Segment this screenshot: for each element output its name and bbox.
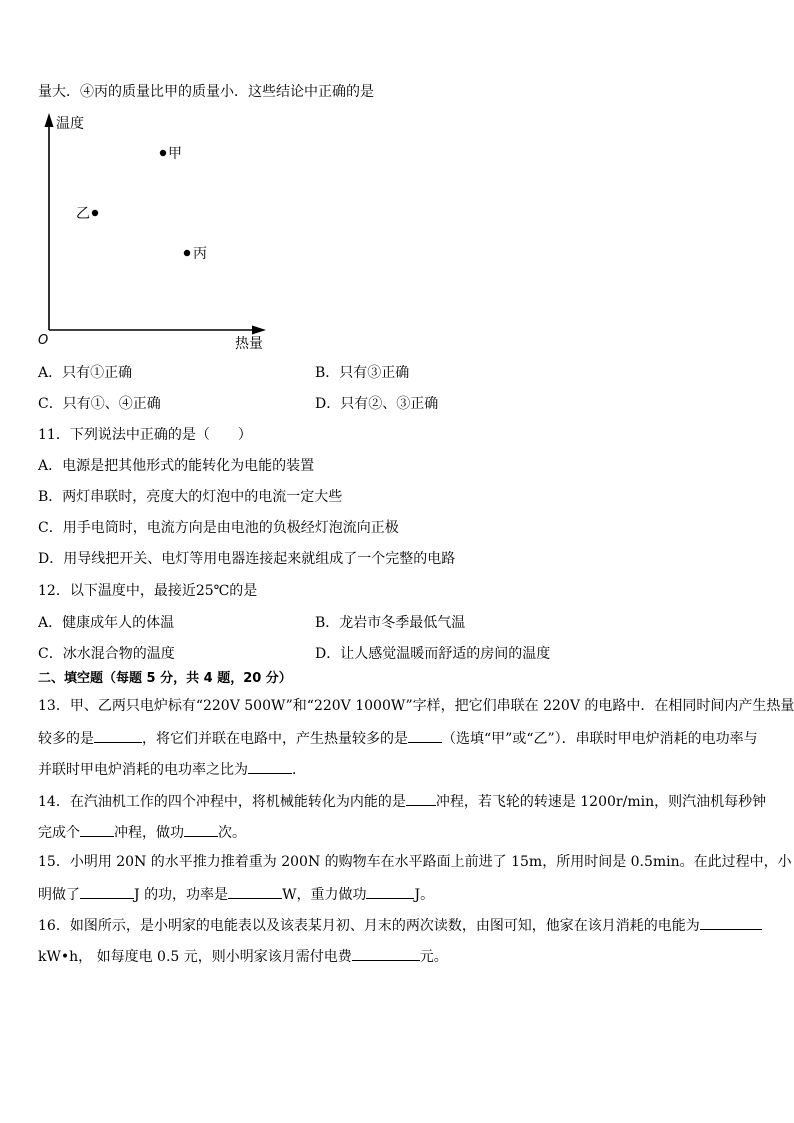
q13-text-e: ． bbox=[292, 762, 306, 778]
q13-line-3 bbox=[38, 759, 306, 779]
x-axis-label: 热量 bbox=[235, 336, 263, 352]
q12-option-b: B．龙岩市冬季最低气温 bbox=[315, 615, 466, 631]
q15-text-b: J 的功，功率是 bbox=[134, 887, 229, 903]
q14-line-2 bbox=[38, 822, 246, 842]
q13-text-a: 较多的是 bbox=[38, 731, 94, 747]
q13-text-d: 并联时甲电炉消耗的电功率之比为 bbox=[38, 762, 248, 778]
q11-option-a: A．电源是把其他形式的能转化为电能的装置 bbox=[38, 458, 315, 474]
q15-text-d: J。 bbox=[414, 887, 435, 903]
q10-option-a: A．只有①正确 bbox=[38, 365, 133, 381]
origin-label: O bbox=[38, 333, 49, 348]
q15-blank-2[interactable] bbox=[228, 884, 282, 899]
point-yi-label: 乙 bbox=[76, 206, 90, 222]
q15-line-1: 15．小明用 20N 的水平推力推着重为 200N 的购物车在水平路面上前进了 15m，所用时间是 0.5min。在此过程中，小 bbox=[38, 854, 792, 870]
q15-blank-1[interactable] bbox=[80, 884, 134, 899]
q11-stem: 11．下列说法中正确的是（ ） bbox=[38, 427, 252, 443]
q10-option-d: D．只有②、③正确 bbox=[315, 396, 439, 412]
q14-text-c: 完成个 bbox=[38, 825, 80, 841]
q12-option-c: C．冰水混合物的温度 bbox=[38, 646, 175, 662]
q15-line-2 bbox=[38, 884, 434, 904]
q14-text-d: 冲程，做功 bbox=[114, 825, 184, 841]
x-axis-arrow bbox=[252, 326, 266, 335]
q12-option-d: D．让人感觉温暖而舒适的房间的温度 bbox=[315, 646, 551, 662]
q11-option-d: D．用导线把开关、电灯等用电器连接起来就组成了一个完整的电路 bbox=[38, 551, 456, 567]
q14-line-1 bbox=[38, 791, 766, 811]
q16-line-2 bbox=[38, 946, 448, 966]
y-axis-arrow bbox=[45, 113, 54, 127]
q13-line-2 bbox=[38, 728, 758, 748]
q14-blank-3[interactable] bbox=[184, 822, 218, 837]
q16-text-b: kW•h， 如每度电 0.5 元，则小明家该月需付电费 bbox=[38, 949, 352, 965]
point-yi bbox=[92, 210, 98, 216]
q10-option-b: B．只有③正确 bbox=[315, 365, 410, 381]
q13-line-1: 13．甲、乙两只电炉标有“220V 500W”和“220V 1000W”字样，把它们串联在 220V 的电路中．在相同时间内产生热量 bbox=[38, 698, 794, 714]
q13-blank-3[interactable] bbox=[248, 759, 292, 774]
q15-text-c: W，重力做功 bbox=[282, 887, 367, 903]
q13-text-b: ，将它们并联在电路中，产生热量较多的是 bbox=[142, 731, 408, 747]
y-axis-label: 温度 bbox=[56, 116, 84, 132]
point-bing-label: 丙 bbox=[193, 246, 207, 262]
point-jia bbox=[160, 150, 166, 156]
q12-stem: 12．以下温度中，最接近25℃的是 bbox=[38, 583, 258, 599]
q14-blank-2[interactable] bbox=[80, 822, 114, 837]
q15-text-a: 明做了 bbox=[38, 887, 80, 903]
point-bing bbox=[184, 250, 190, 256]
point-jia-label: 甲 bbox=[168, 146, 182, 162]
section-fill-in-heading: 二、填空题（每题 5 分，共 4 题，20 分） bbox=[38, 671, 292, 686]
q16-blank-2[interactable] bbox=[352, 946, 420, 961]
q13-blank-2[interactable] bbox=[408, 728, 442, 743]
q13-text-c: （选填“甲”或“乙”）．串联时甲电炉消耗的电功率与 bbox=[442, 731, 758, 747]
q11-option-b: B．两灯串联时，亮度大的灯泡中的电流一定大些 bbox=[38, 489, 343, 505]
q15-blank-3[interactable] bbox=[366, 884, 414, 899]
top-line: 量大．④丙的质量比甲的质量小．这些结论中正确的是 bbox=[38, 84, 374, 100]
q11-option-c: C．用手电筒时，电流方向是由电池的负极经灯泡流向正极 bbox=[38, 520, 399, 536]
q14-text-b: 冲程，若飞轮的转速是 1200r/min，则汽油机每秒钟 bbox=[435, 794, 767, 810]
q16-text-a: 16．如图所示，是小明家的电能表以及该表某月初、月末的两次读数，由图可知，他家在该月消耗的电能为 bbox=[38, 918, 700, 934]
q12-option-a: A．健康成年人的体温 bbox=[38, 615, 175, 631]
q14-text-e: 次。 bbox=[218, 825, 246, 841]
q14-blank-1[interactable] bbox=[406, 791, 436, 806]
q16-text-c: 元。 bbox=[419, 949, 448, 965]
q10-option-c: C．只有①、④正确 bbox=[38, 396, 161, 412]
q16-line-1 bbox=[38, 915, 762, 935]
q16-blank-1[interactable] bbox=[700, 915, 762, 930]
q14-text-a: 14．在汽油机工作的四个冲程中，将机械能转化为内能的是 bbox=[38, 794, 406, 810]
q13-blank-1[interactable] bbox=[94, 728, 142, 743]
